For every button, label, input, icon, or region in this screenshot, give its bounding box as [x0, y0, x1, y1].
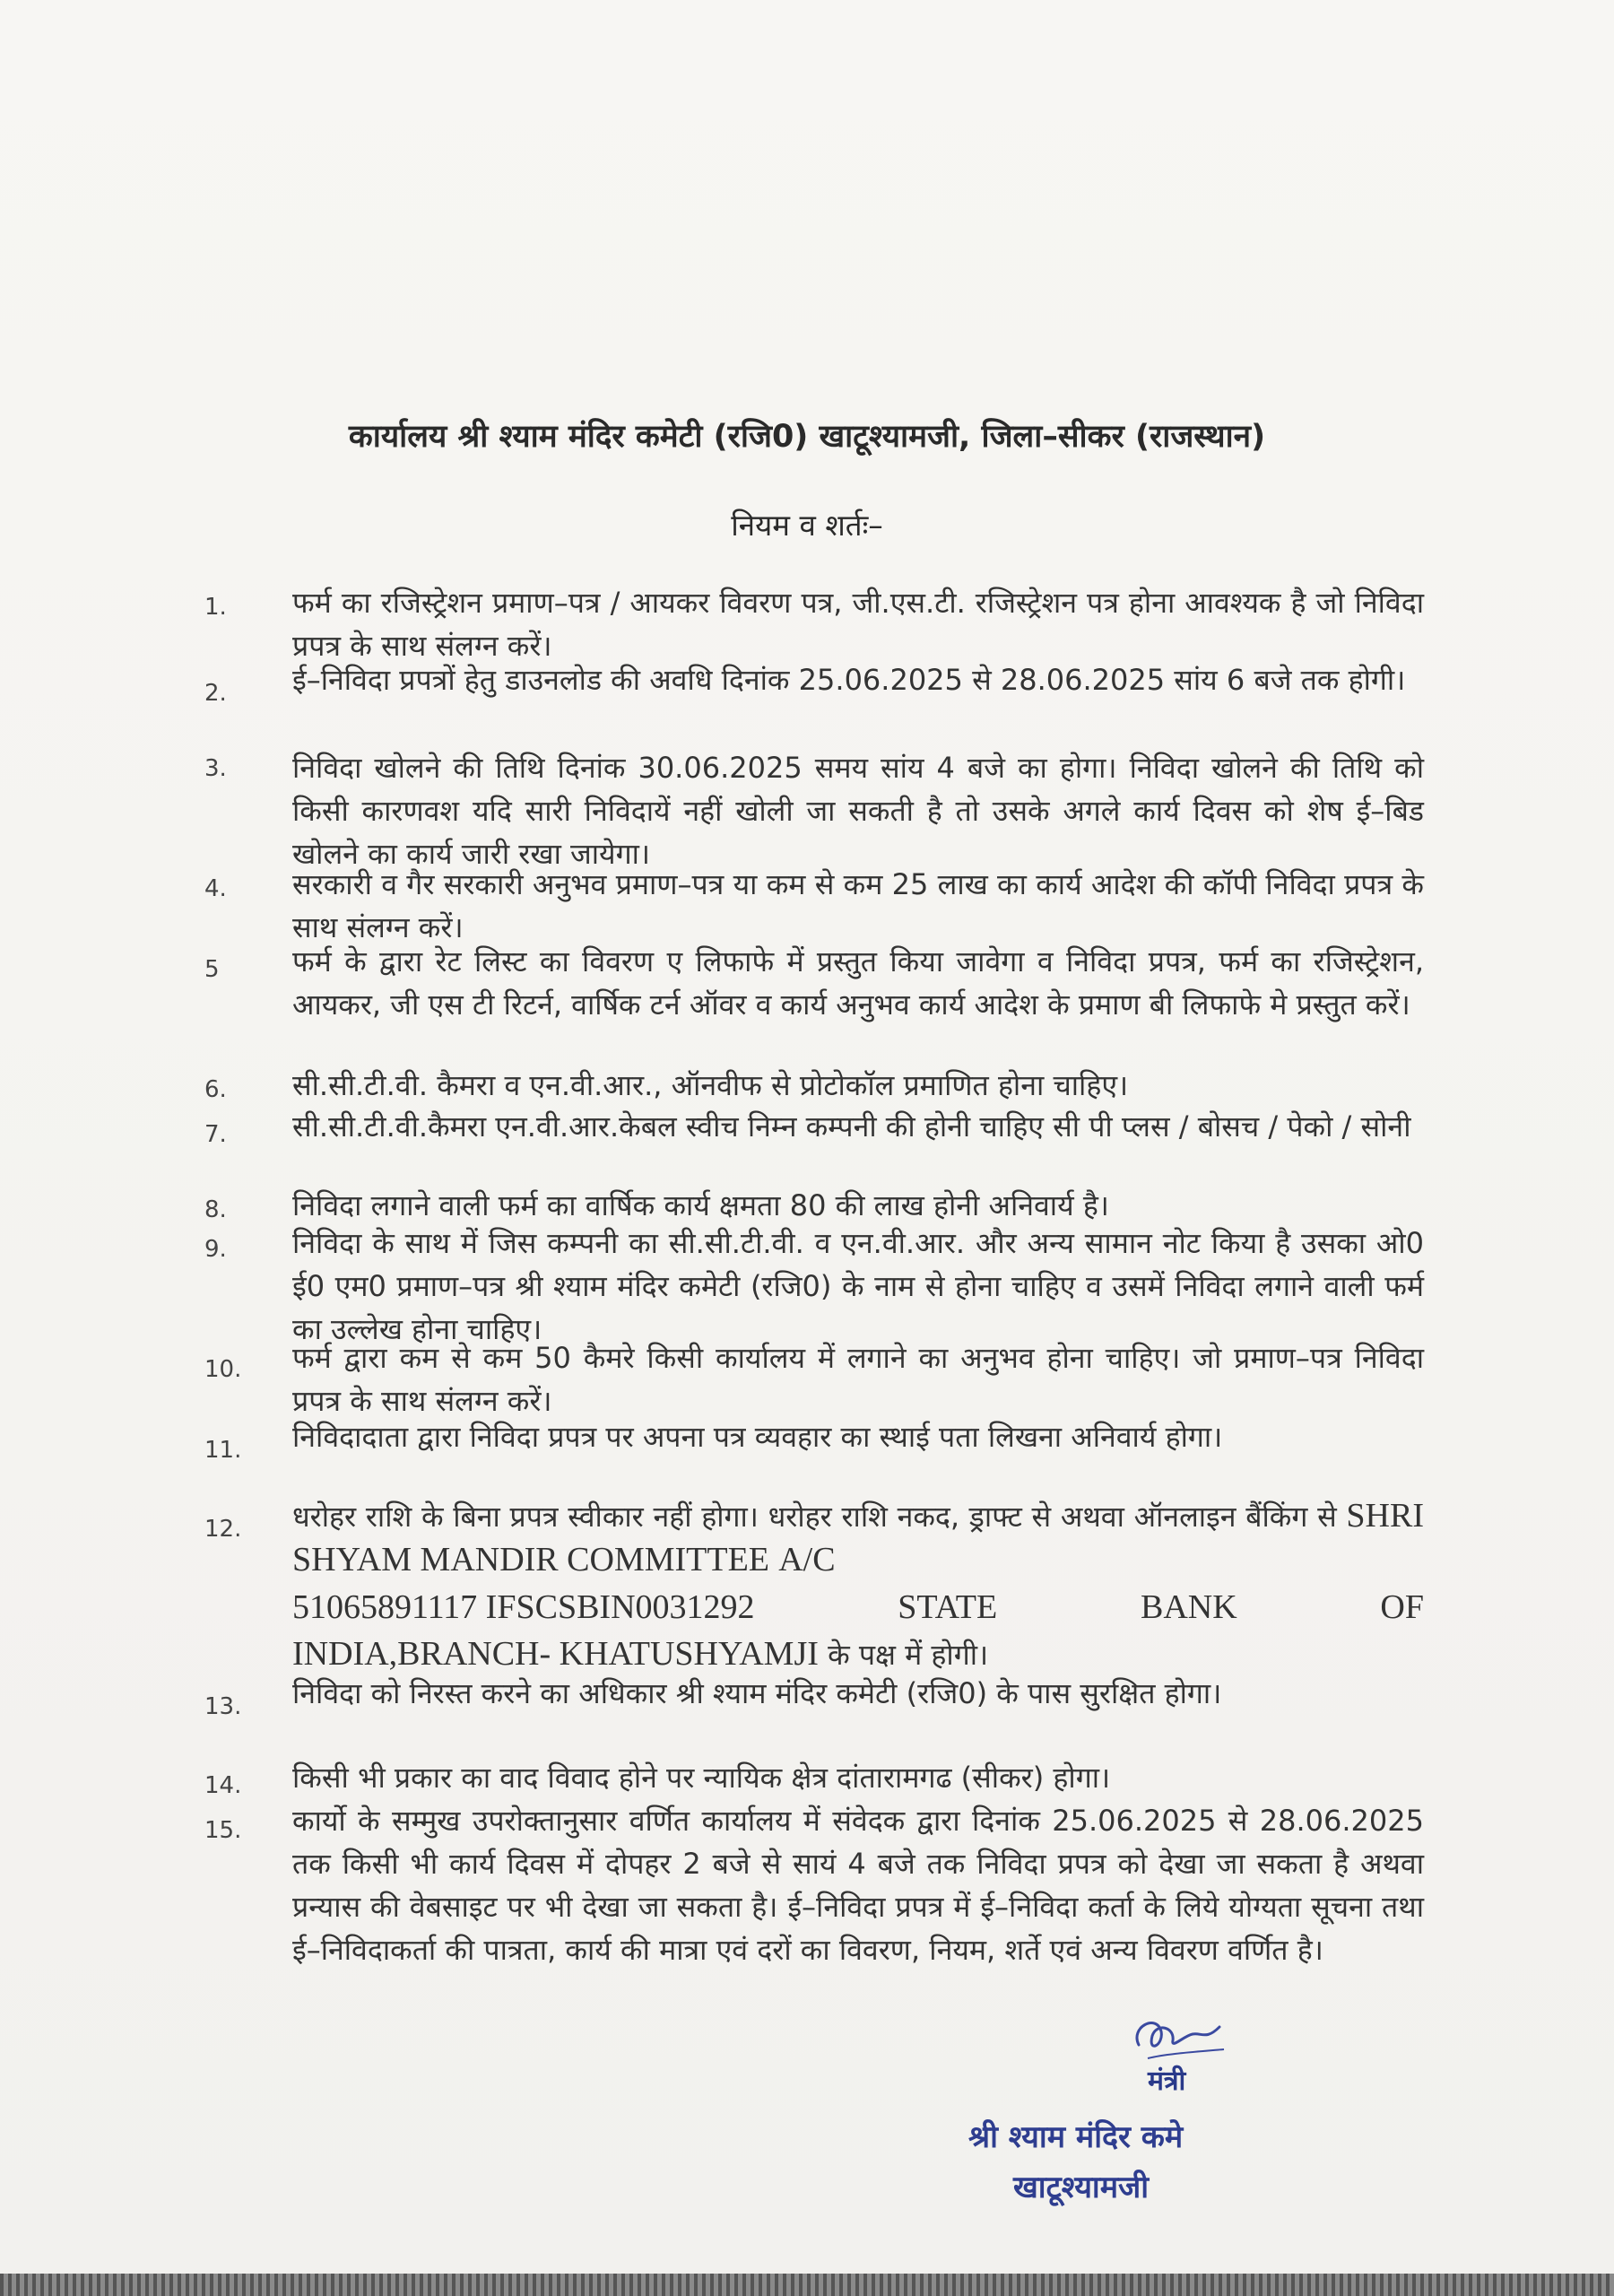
rule-number: 9. [204, 1236, 227, 1263]
rule-text: सरकारी व गैर सरकारी अनुभव प्रमाण–पत्र या कम से कम 25 लाख का कार्य आदेश की कॉपी निविदा प्रपत्र के साथ संलग्न करें। [292, 867, 1424, 944]
signature-block [968, 2009, 1345, 2205]
rule-number: 6. [204, 1076, 227, 1103]
bank-word-bank: BANK [1140, 1588, 1237, 1626]
rule-text: फर्म द्वारा कम से कम 50 कैमरे किसी कार्यालय में लगाने का अनुभव होना चाहिए। जो प्रमाण–पत्र निविदा प्रपत्र के साथ संलग्न करें। [292, 1341, 1424, 1418]
rule-text: फर्म का रजिस्ट्रेशन प्रमाण–पत्र / आयकर विवरण पत्र, जी.एस.टी. रजिस्ट्रेशन पत्र होना आवश्यक है जो निविदा प्रपत्र के साथ संलग्न करें। [292, 586, 1424, 663]
bank-word-of: OF [1380, 1588, 1424, 1626]
rule-number: 13. [204, 1693, 242, 1720]
rule-text: कार्यो के सम्मुख उपरोक्तानुसार वर्णित कार्यालय में संवेदक द्वारा दिनांक 25.06.2025 से 28.06.2025 तक किसी भी कार्य दिवस में दोपहर 2 बजे से सायं 4 बजे तक निविदा प्रपत्र को देखा जा सकता है अथवा प्रन्यास की वेबसाइट पर भी देखा जा सकता है। ई–निविदा प्रपत्र में ई–निविदा कर्ता के लिये योग्यता सूचना तथा ई–निविदाकर्ता की पात्रता, कार्य की मात्रा एवं दरों का विवरण, नियम, शर्ते एवं अन्य विवरण वर्णित है। [292, 1804, 1424, 1967]
rule-text: निविदा को निरस्त करने का अधिकार श्री श्याम मंदिर कमेटी (रजि0) के पास सुरक्षित होगा। [292, 1676, 1222, 1710]
signatory-role: मंत्री [1148, 2066, 1186, 2097]
bank-branch: INDIA,BRANCH- KHATUSHYAMJI [292, 1635, 819, 1673]
bank-ac-label: A/C [778, 1541, 836, 1578]
bank-account-row [292, 1582, 1424, 1632]
page-title: कार्यालय श्री श्याम मंदिर कमेटी (रजि0) खाटूश्यामजी, जिला–सीकर (राजस्थान) [348, 419, 1266, 455]
bank-branch-tail: के पक्ष में होगी। [828, 1638, 989, 1672]
rule-text: फर्म के द्वारा रेट लिस्ट का विवरण ए लिफाफे में प्रस्तुत किया जावेगा व निविदा प्रपत्र, फर्म का रजिस्ट्रेशन, आयकर, जी एस टी रिटर्न, वार्षिक टर्न ऑवर व कार्य अनुभव कार्य आदेश के प्रमाण बी लिफाफे मे प्रस्तुत करें। [292, 944, 1424, 1022]
rule-text: सी.सी.टी.वी.कैमरा एन.वी.आर.केबल स्वीच निम्न कम्पनी की होनी चाहिए सी पी प्लस / बोसच / पेको / सोनी [292, 1109, 1411, 1144]
rule-text: निविदा लगाने वाली फर्म का वार्षिक कार्य क्षमता 80 की लाख होनी अनिवार्य है। [292, 1188, 1109, 1222]
rule-text [292, 1494, 1424, 1676]
rule-text: सी.सी.टी.वी. कैमरा व एन.वी.आर., ऑनवीफ से प्रोटोकॉल प्रमाणित होना चाहिए। [292, 1068, 1129, 1102]
rule-number: 14. [204, 1772, 242, 1799]
rule-number: 15. [204, 1817, 242, 1844]
rule-number: 11. [204, 1437, 242, 1464]
rule-text: निविदा खोलने की तिथि दिनांक 30.06.2025 समय सांय 4 बजे का होगा। निविदा खोलने की तिथि को किसी कारणवश यदि सारी निविदायें नहीं खोली जा सकती है तो उसके अगले कार्य दिवस को शेष ई–बिड खोलने का कार्य जारी रखा जायेगा। [292, 751, 1424, 871]
bank-branch-row [292, 1632, 1424, 1676]
rule-text: निविदादाता द्वारा निविदा प्रपत्र पर अपना पत्र व्यवहार का स्थाई पता लिखना अनिवार्य होगा। [292, 1420, 1223, 1454]
rule-number: 5 [204, 956, 220, 983]
rule-text: ई–निविदा प्रपत्रों हेतु डाउनलोड की अवधि दिनांक 25.06.2025 से 28.06.2025 सांय 6 बजे तक होगी। [292, 663, 1406, 697]
bank-account-ifsc: 51065891117 IFSCSBIN0031292 [292, 1588, 755, 1626]
bank-word-state: STATE [898, 1588, 998, 1626]
rule-text: किसी भी प्रकार का वाद विवाद होने पर न्यायिक क्षेत्र दांतारामगढ (सीकर) होगा। [292, 1761, 1111, 1795]
rule-text-lead: धरोहर राशि के बिना प्रपत्र स्वीकार नहीं होगा। धरोहर राशि नकद, ड्राफ्ट से अथवा ऑनलाइन बैंकिंग से [292, 1500, 1337, 1534]
rule-number: 12. [204, 1516, 242, 1543]
signatory-org: श्री श्याम मंदिर कमे [968, 2119, 1184, 2155]
rule-number: 8. [204, 1196, 227, 1223]
page-bottom-edge [0, 2274, 1614, 2296]
rule-number: 3. [204, 755, 227, 782]
rule-number: 1. [204, 594, 227, 621]
rule-text: निविदा के साथ में जिस कम्पनी का सी.सी.टी.वी. व एन.वी.आर. और अन्य सामान नोट किया है उसका ओ0 ई0 एम0 प्रमाण–पत्र श्री श्याम मंदिर कमेटी (रजि0) के नाम से होना चाहिए व उसमें निविदा लगाने वाली फर्म का उल्लेख होना चाहिए। [292, 1226, 1424, 1346]
signatory-place: खाटूश्यामजी [1013, 2170, 1150, 2205]
bank-name: SHRI SHYAM MANDIR COMMITTEE [292, 1497, 1424, 1578]
rule-number: 7. [204, 1121, 227, 1148]
page-subtitle: नियम व शर्तः– [731, 508, 883, 543]
rule-number: 4. [204, 875, 227, 902]
rule-number: 2. [204, 680, 227, 707]
rule-number: 10. [204, 1356, 242, 1383]
